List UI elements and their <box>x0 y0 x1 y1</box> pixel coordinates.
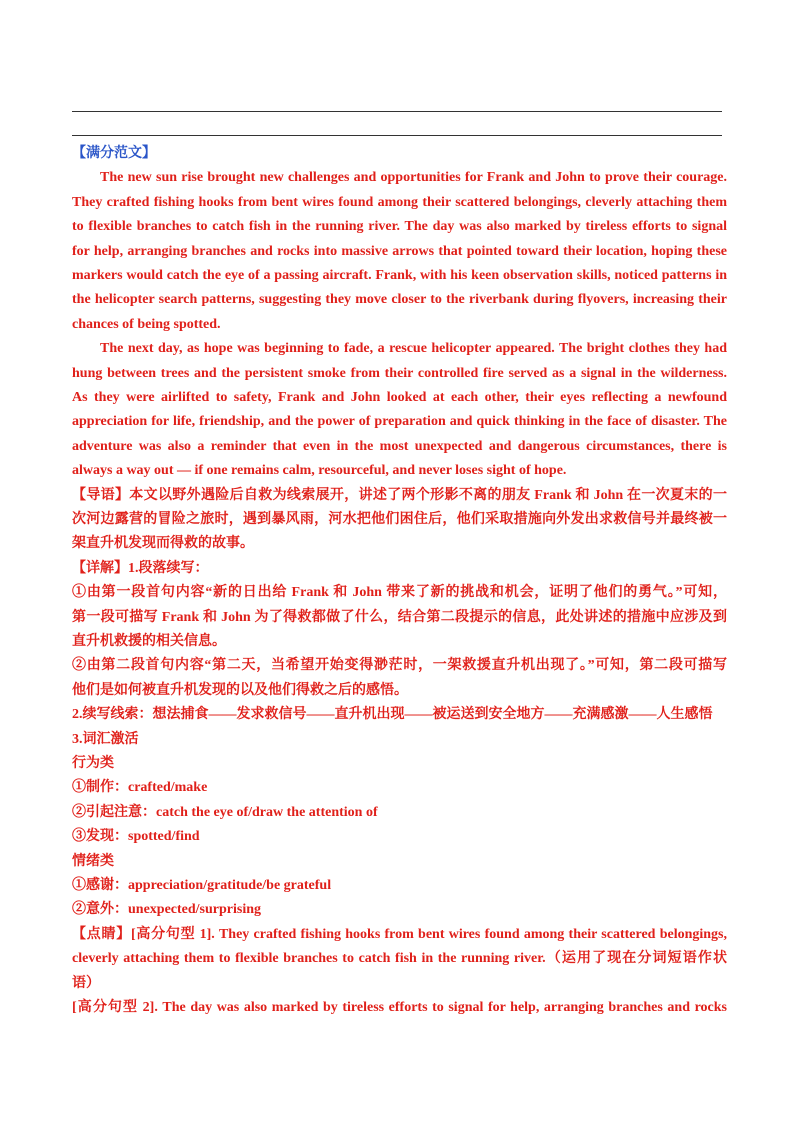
essay-line: always a way out — if one remains calm, resourceful, and never loses sight of hope. <box>72 463 567 479</box>
essay-line: chances of being spotted. <box>72 316 221 332</box>
details-line: 情绪类 <box>72 853 114 869</box>
details-line: ①制作：crafted/make <box>72 780 208 796</box>
details-line: ②意外：unexpected/surprising <box>72 902 262 918</box>
header-rule-top <box>72 111 722 112</box>
essay-line: for help, arranging branches and rocks into massive arrows that pointed toward their location, hoping these <box>72 243 727 259</box>
details-line: 他们是如何被直升机发现的以及他们得救之后的感悟。 <box>72 682 408 698</box>
details-section <box>72 557 727 923</box>
essay-line: the helicopter search patterns, suggesting they move closer to the riverbank during flyovers, increasing their <box>72 292 727 308</box>
highlights-section <box>72 923 727 1021</box>
guide-line: 架直升机发现而得救的故事。 <box>72 536 254 552</box>
essay-line: They crafted fishing hooks from bent wires found among their scattered belongings, cleverly attaching them <box>72 194 727 210</box>
essay-line: The new sun rise brought new challenges and opportunities for Frank and John to prove their courage. <box>100 170 727 186</box>
essay-line: appreciation for life, friendship, and the power of preparation and quick thinking in the face of disaster. The <box>72 414 727 430</box>
guide-line: 次河边露营的冒险之旅时，遇到暴风雨，河水把他们困住后，他们采取措施向外发出求救信号并最终被一 <box>72 511 727 527</box>
details-line: ②由第二段首句内容“第二天，当希望开始变得渺茫时，一架救援直升机出现了。”可知，第二段可描写 <box>72 658 727 674</box>
essay-line: The next day, as hope was beginning to fade, a rescue helicopter appeared. The bright clothes they had <box>100 341 727 357</box>
highlights-line: 语） <box>72 975 100 991</box>
details-line: ②引起注意：catch the eye of/draw the attention of <box>72 804 378 820</box>
details-line: ③发现：spotted/find <box>72 829 200 845</box>
guide-line: 【导语】本文以野外遇险后自救为线索展开，讲述了两个形影不离的朋友 Frank 和 John 在一次夏末的一 <box>72 487 727 503</box>
heading-label: 【满分范文】 <box>72 146 156 161</box>
essay-paragraph-1 <box>72 166 727 337</box>
highlights-line: [高分句型 2]. The day was also marked by tireless efforts to signal for help, arranging branches and rocks <box>72 999 727 1015</box>
details-line: 第一段可描写 Frank 和 John 为了得救都做了什么，结合第二段提示的信息，此处讲述的措施中应涉及到 <box>72 609 727 625</box>
header-rule-bottom <box>72 135 722 136</box>
essay-line: adventure was also a reminder that even in the most unexpected and dangerous circumstances, there is <box>72 438 727 454</box>
details-line: 直升机救援的相关信息。 <box>72 633 226 649</box>
details-line: 2.续写线索：想法捕食——发求救信号——直升机出现——被运送到安全地方——充满感激——人生感悟 <box>72 707 713 723</box>
highlights-line: cleverly attaching them to flexible branches to catch fish in the running river.（运用了现在分词短语作状 <box>72 951 727 967</box>
highlights-line: 【点睛】[高分句型 1]. They crafted fishing hooks from bent wires found among their scattered belongings, <box>72 926 727 942</box>
essay-paragraph-2 <box>72 337 727 483</box>
essay-line: hung between trees and the persistent smoke from their controlled fire served as a signal in the wilderness. <box>72 365 727 381</box>
essay-line: markers would catch the eye of a passing aircraft. Frank, with his keen observation skills, noticed patterns in <box>72 267 727 283</box>
details-line: 【详解】1.段落续写： <box>72 560 209 576</box>
essay-line: to flexible branches to catch fish in the running river. The day was also marked by tireless efforts to signal <box>72 219 727 235</box>
essay-line: As they were airlifted to safety, Frank and John looked at each other, their eyes reflecting a newfound <box>72 389 727 405</box>
details-line: 3.词汇激活 <box>72 731 139 747</box>
details-line: ①由第一段首句内容“新的日出给 Frank 和 John 带来了新的挑战和机会，证明了他们的勇气。”可知， <box>72 585 727 601</box>
details-line: ①感谢：appreciation/gratitude/be grateful <box>72 877 332 893</box>
document-body <box>72 142 727 1020</box>
guide-section <box>72 484 727 557</box>
details-line: 行为类 <box>72 755 114 771</box>
model-essay-heading <box>72 142 727 166</box>
